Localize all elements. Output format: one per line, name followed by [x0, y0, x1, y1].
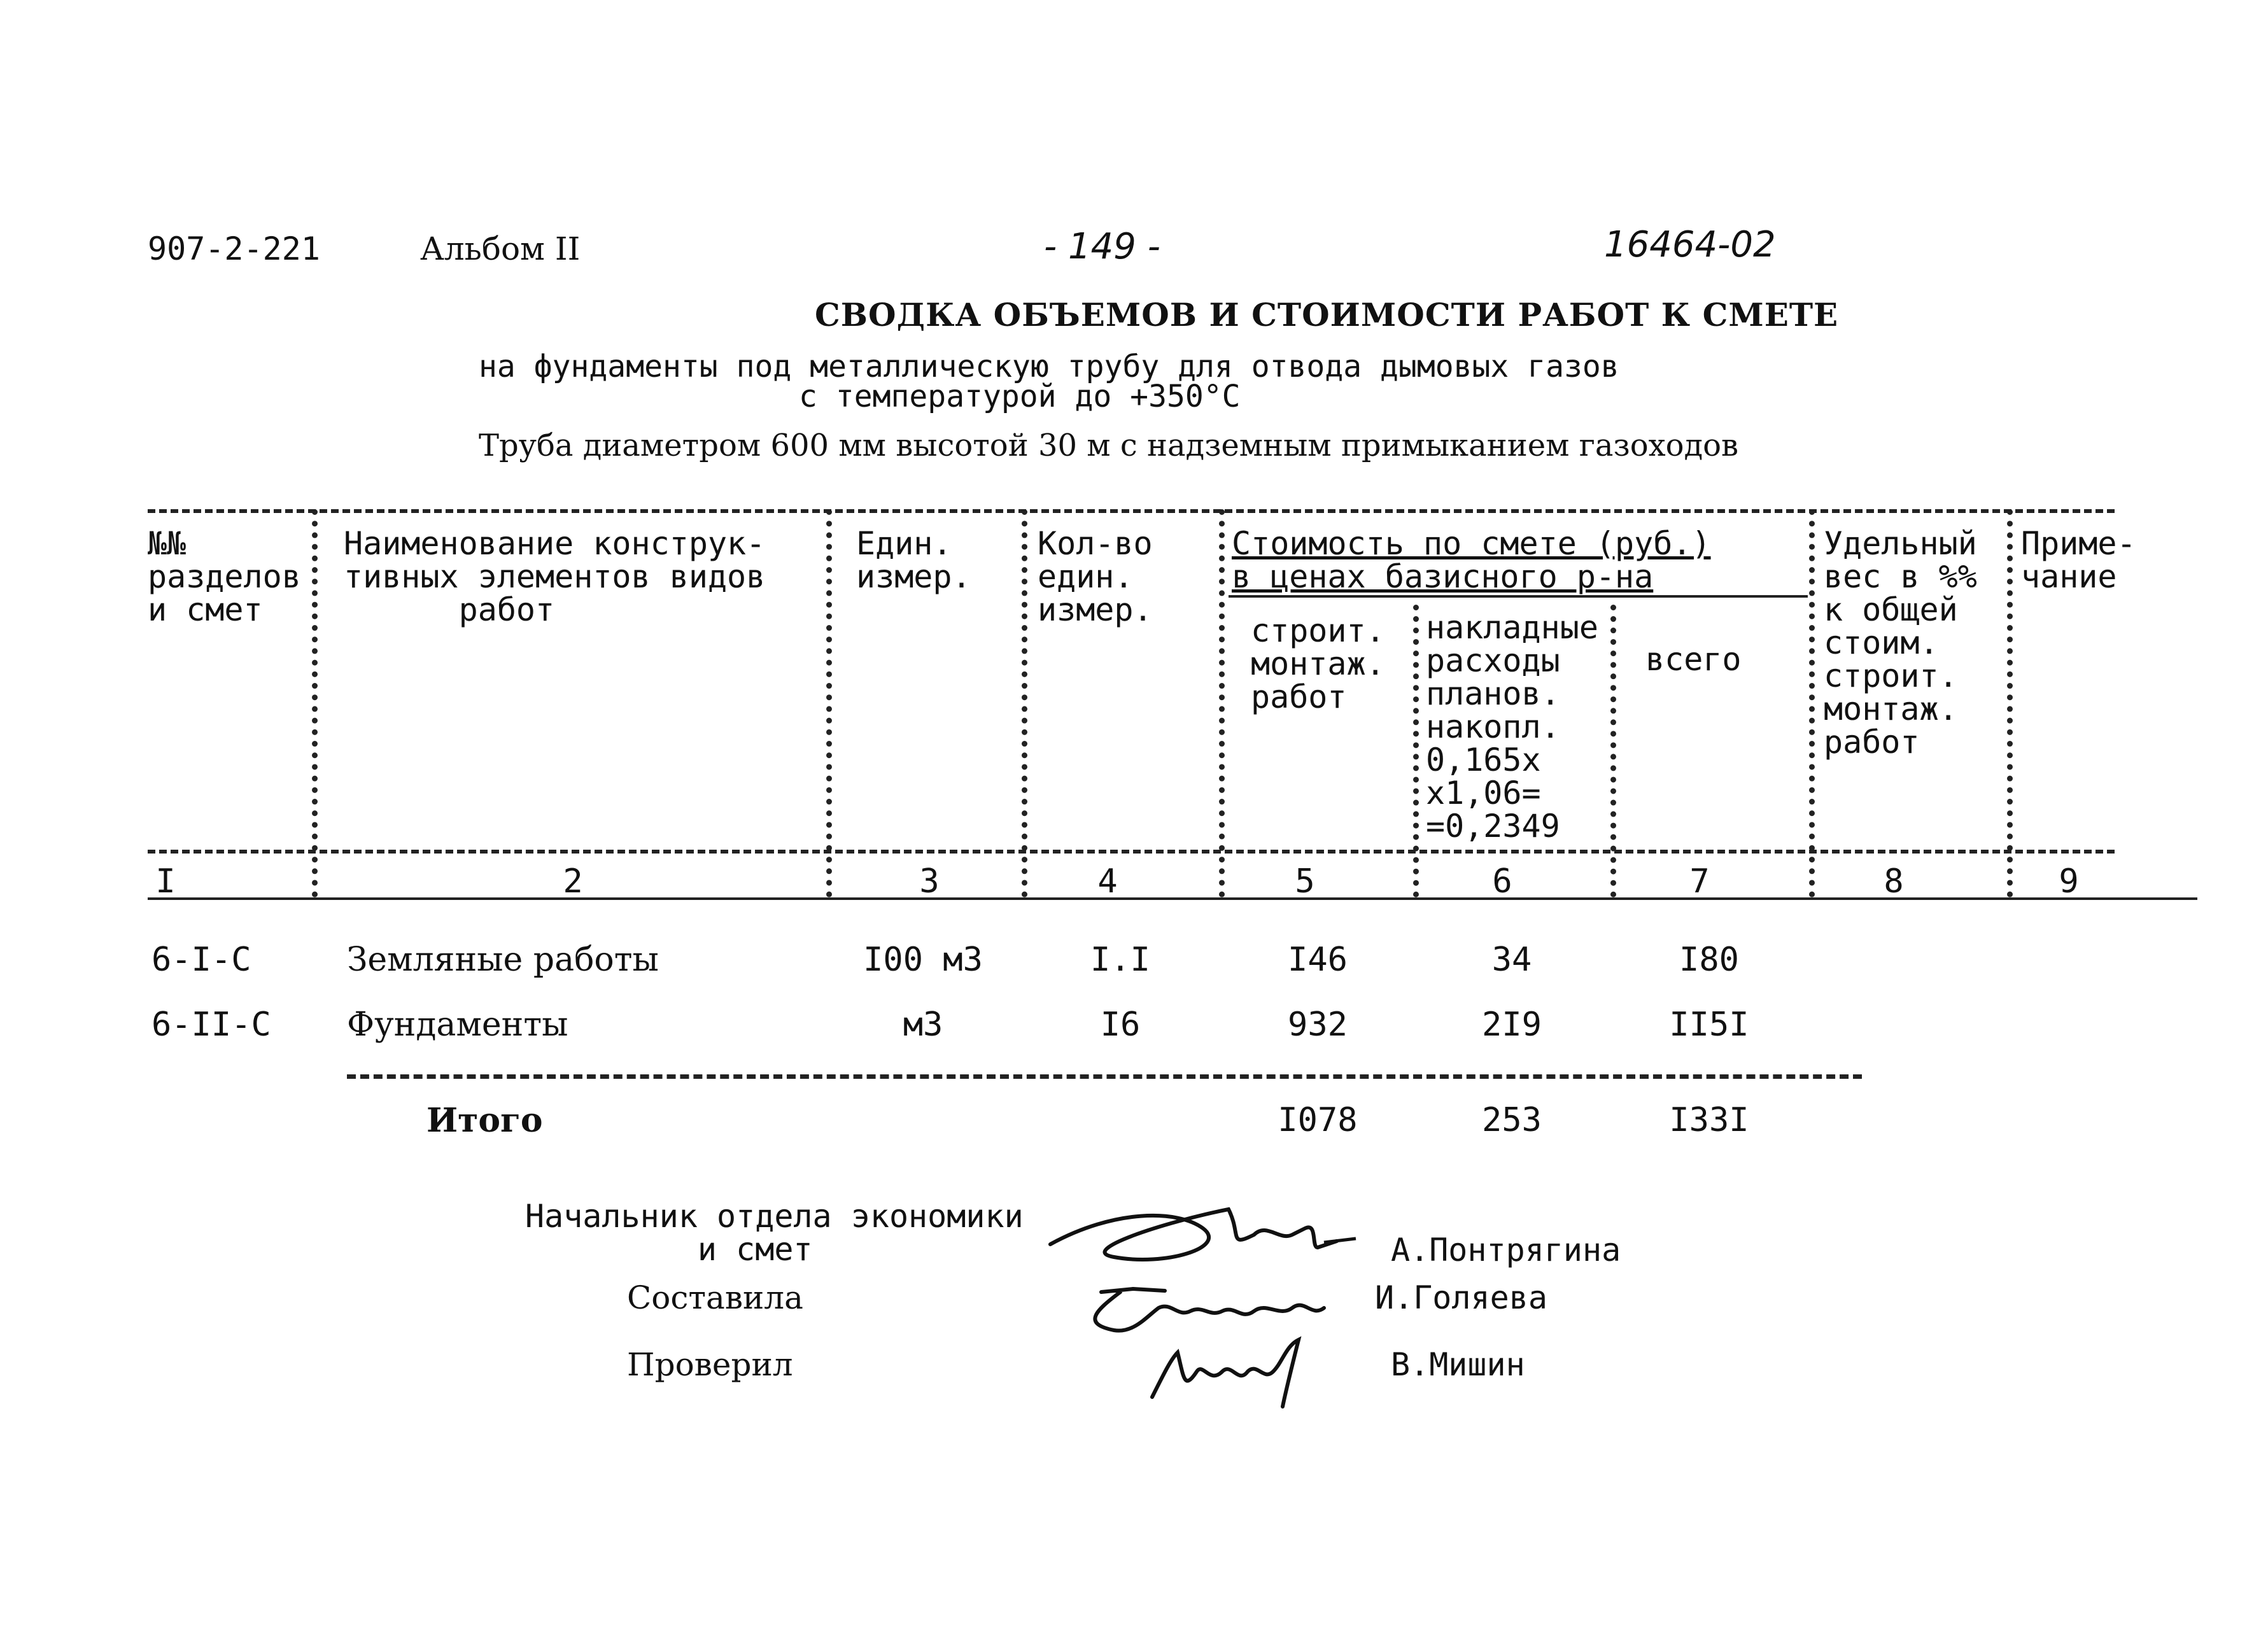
checked-signature [1139, 1327, 1330, 1410]
column-separator [1219, 509, 1225, 897]
header-overhead: накладные расходы планов. накопл. 0,165х х1,06= =0,2349 [1426, 609, 1598, 845]
compiled-role: Составила [627, 1279, 803, 1316]
row-quantity: I6 [1100, 1006, 1141, 1044]
header-unit: Един. измер. [856, 525, 971, 595]
header-bottom-border [148, 850, 2115, 854]
header-quantity: Кол-во един. измер. [1038, 525, 1153, 628]
column-separator [1413, 605, 1419, 897]
page-number: - 149 - [1044, 226, 1160, 267]
total-construction-cost: I078 [1278, 1101, 1358, 1139]
column-number: 5 [1295, 862, 1315, 901]
head-name: А.Понтрягина [1391, 1232, 1621, 1268]
header-construction-cost: строит. монтаж. работ [1251, 612, 1385, 715]
compiled-name: И.Голяева [1375, 1279, 1547, 1316]
row-unit: I00 м3 [863, 941, 983, 979]
column-number: 6 [1492, 862, 1512, 901]
total-label: Итого [426, 1101, 543, 1140]
header-share: Удельный вес в %% к общей стоим. строит. монтаж. работ [1824, 525, 1977, 761]
row-name: Земляные работы [347, 941, 659, 979]
column-number: 4 [1097, 862, 1118, 901]
column-separator [1022, 509, 1027, 897]
column-separator [826, 509, 832, 897]
checked-role: Проверил [627, 1346, 793, 1383]
column-separator [2007, 509, 2013, 897]
cost-group-divider [1229, 595, 1808, 598]
column-separator [312, 509, 318, 897]
title-line-2: на фундаменты под металлическую трубу для отвода дымовых газов [479, 349, 1619, 384]
header-cost-group: Стоимость по смете (руб.) в ценах базисного р-на [1232, 525, 1711, 595]
head-signature [1038, 1184, 1369, 1286]
total-overhead: 253 [1482, 1101, 1542, 1139]
header-section-number: №№ разделов и смет [148, 525, 301, 628]
row-total: I80 [1679, 941, 1739, 979]
column-number: I [155, 862, 176, 901]
header-total: всего [1645, 641, 1742, 678]
row-code: 6-I-С [151, 941, 251, 979]
checked-name: В.Мишин [1391, 1346, 1525, 1383]
document-title: СВОДКА ОБЪЕМОВ И СТОИМОСТИ РАБОТ К СМЕТЕ [815, 296, 1839, 334]
doc-code: 907-2-221 [148, 230, 320, 267]
row-code: 6-II-С [151, 1006, 271, 1044]
header-name: Наименование конструк- тивных элементов видов работ [344, 525, 766, 628]
column-number: 9 [2059, 862, 2079, 901]
total-separator [347, 1074, 1862, 1079]
table-top-border [148, 509, 2115, 513]
row-name: Фундаменты [347, 1006, 568, 1044]
total-sum: I33I [1669, 1101, 1749, 1139]
row-total: II5I [1669, 1006, 1749, 1044]
column-number: 2 [563, 862, 583, 901]
head-role: Начальник отдела экономики и смет [525, 1198, 1024, 1268]
column-number: 8 [1884, 862, 1904, 901]
row-quantity: I.I [1090, 941, 1150, 979]
row-overhead: 34 [1491, 941, 1532, 979]
column-separator [1809, 509, 1815, 897]
doc-number: 16464-02 [1604, 224, 1776, 265]
column-separator [1610, 605, 1616, 897]
column-number: 3 [919, 862, 940, 901]
header-note: Приме- чание [2021, 525, 2136, 595]
column-numbers-bottom-border [148, 897, 2197, 900]
title-line-4: Труба диаметром 600 мм высотой 30 м с надземным примыканием газоходов [479, 428, 1739, 463]
row-unit: м3 [903, 1006, 943, 1044]
row-overhead: 2I9 [1482, 1006, 1542, 1044]
row-construction-cost: 932 [1288, 1006, 1348, 1044]
title-line-3: с температурой до +350°С [799, 379, 1241, 414]
row-construction-cost: I46 [1288, 941, 1348, 979]
album-label: Альбом II [420, 230, 581, 267]
column-number: 7 [1689, 862, 1710, 901]
